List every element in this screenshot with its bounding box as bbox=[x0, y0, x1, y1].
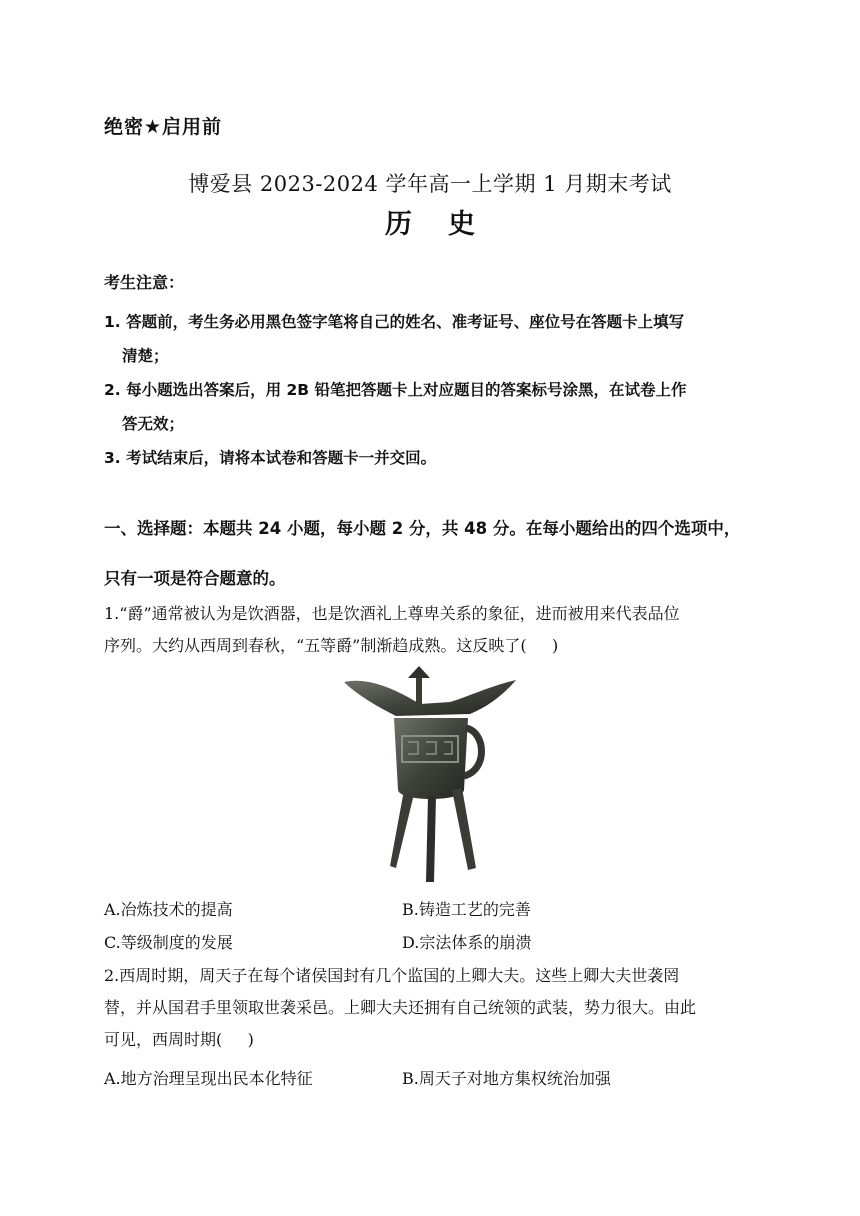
option-c: C.等级制度的发展 bbox=[104, 933, 233, 952]
option-b: B.铸造工艺的完善 bbox=[402, 900, 531, 919]
section-heading bbox=[104, 504, 764, 604]
exam-title: 博爱县 2023-2024 学年高一上学期 1 月期末考试 bbox=[188, 172, 672, 196]
notice-line: 2. 每小题选出答案后，用 2B 铅笔把答题卡上对应题目的答案标号涂黑，在试卷上作 bbox=[104, 381, 687, 399]
subject-char: 史 bbox=[448, 209, 475, 240]
subject-title bbox=[0, 202, 860, 241]
question-1 bbox=[104, 598, 764, 662]
option-a: A.冶炼技术的提高 bbox=[104, 900, 233, 919]
option-b: B.周天子对地方集权统治加强 bbox=[402, 1069, 611, 1088]
section-line: 只有一项是符合题意的。 bbox=[104, 569, 286, 588]
notice-line: 1. 答题前，考生务必用黑色签字笔将自己的姓名、准考证号、座位号在答题卡上填写 bbox=[104, 313, 685, 331]
notice-line: 3. 考试结束后，请将本试卷和答题卡一并交回。 bbox=[104, 449, 437, 467]
question-stem: 替，并从国君手里领取世袭采邑。上卿大夫还拥有自己统领的武装，势力很大。由此 bbox=[104, 998, 697, 1017]
notice-item bbox=[104, 305, 764, 475]
question-stem: 2.西周时期，周天子在每个诸侯国封有几个监国的上卿大夫。这些上卿大夫世袭罔 bbox=[104, 966, 680, 985]
notice-line: 答无效； bbox=[122, 415, 185, 433]
question-stem: 序列。大约从西周到春秋，“五等爵”制渐趋成熟。这反映了( ) bbox=[104, 636, 559, 655]
notice-line: 清楚； bbox=[122, 347, 169, 365]
section-line: 一、选择题：本题共 24 小题，每小题 2 分，共 48 分。在每小题给出的四个选项中， bbox=[104, 519, 741, 538]
subject-char: 历 bbox=[385, 209, 412, 240]
option-a: A.地方治理呈现出民本化特征 bbox=[104, 1069, 313, 1088]
question-stem: 1.“爵”通常被认为是饮酒器，也是饮酒礼上尊卑关系的象征，进而被用来代表品位 bbox=[104, 604, 680, 623]
option-d: D.宗法体系的崩溃 bbox=[402, 933, 532, 952]
question-stem: 可见，西周时期( ) bbox=[104, 1030, 254, 1049]
bronze-jue-vessel-icon bbox=[330, 662, 530, 888]
confidential-mark: 绝密★启用前 bbox=[104, 116, 223, 138]
question-2 bbox=[104, 960, 764, 1056]
notice-heading: 考生注意： bbox=[104, 273, 185, 292]
